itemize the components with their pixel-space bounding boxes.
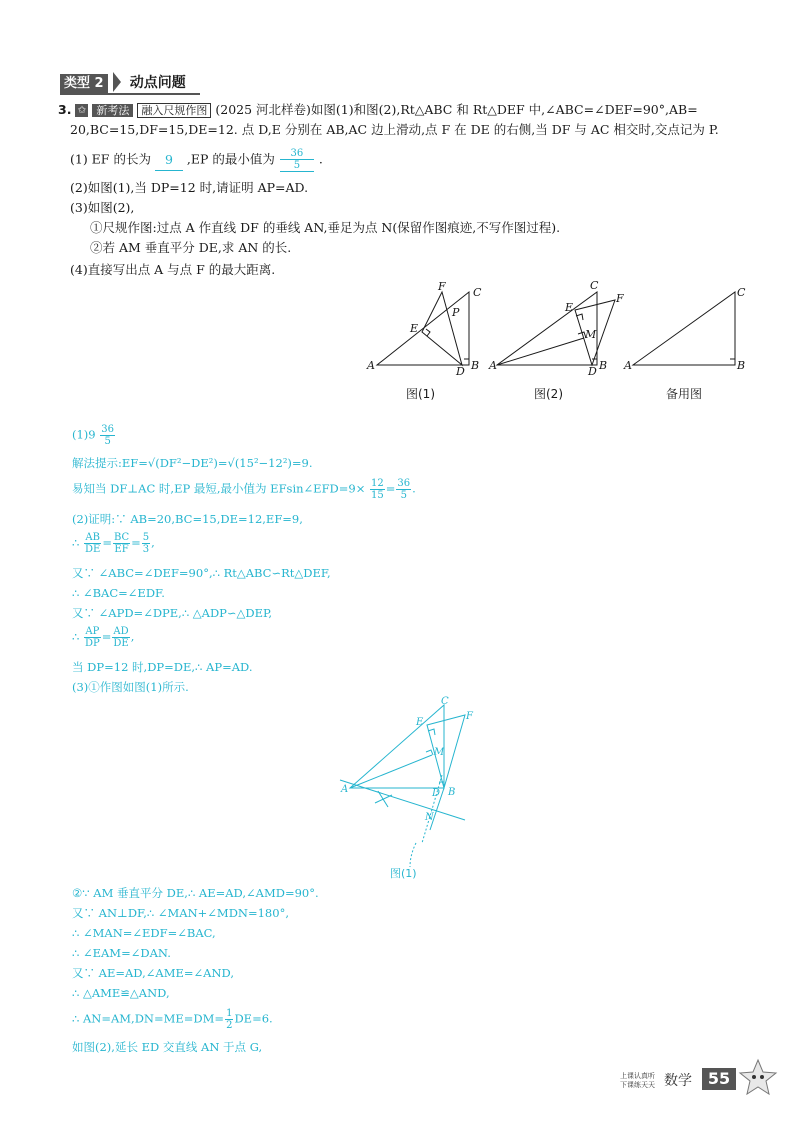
fig2-label-f: F [616, 292, 624, 305]
answer-3-line-8 [72, 1008, 273, 1031]
section-underline [60, 93, 200, 95]
hint-1: 解法提示:EF=√(DF²−DE²)=√(15²−12²)=9. [72, 456, 313, 470]
hint-2-end: . [412, 481, 416, 496]
a3-8-pre: ∴ AN=AM,DN=ME=DM= [72, 1011, 225, 1026]
a2-6-f2-num: AD [113, 626, 129, 637]
fig1-label-c: C [473, 286, 482, 299]
a2-2-f3-den: 3 [142, 544, 150, 555]
sol-label-a: A [341, 784, 349, 795]
fig1-label-p: P [452, 306, 460, 319]
answer-1-text: (1)9 [72, 427, 96, 442]
a2-2-f3-num: 5 [142, 532, 150, 543]
problem-number: 3. [58, 102, 72, 117]
footer-slogan-1: 上课认真听 [620, 1072, 655, 1080]
answer-3-line-7: ∴ △AME≌△AND, [72, 986, 170, 1000]
answer-2-line-2: ∴ $\frac{AB}{DE}$ = $\frac{BC}{EF}$ = $\frac{5}{3}$ , [72, 532, 155, 555]
sol-label-b: B [448, 787, 456, 798]
fig2-label-a: A [489, 359, 497, 372]
star-mascot-icon [736, 1058, 780, 1098]
answer-1-num: 36 [101, 424, 114, 435]
fig3-label-b: B [737, 359, 746, 372]
page-number: 55 [702, 1068, 736, 1090]
q1-blank2-den: 5 [293, 160, 301, 171]
footer-slogan-2: 下课练天天 [620, 1081, 655, 1089]
fig2-label-d: D [588, 365, 597, 378]
a2-2-f2-num: BC [113, 532, 130, 543]
sol-fig-caption: 图(1) [390, 867, 417, 880]
sol-triangle-abc [350, 705, 444, 788]
answer-3-line-9: 如图(2),延长 ED 交直线 AN 于点 G, [72, 1040, 263, 1054]
badge-topic: 融入尺规作图 [137, 103, 211, 118]
fig2-label-m: M [585, 328, 597, 341]
a3-8-num: 1 [226, 1008, 233, 1019]
tag-arrow-icon [113, 72, 121, 92]
fig3-label-c: C [737, 286, 746, 299]
sol-line-an [340, 780, 465, 820]
section-header [60, 72, 186, 94]
footer-subject: 数学 [664, 1073, 692, 1089]
answer-2-line-6: ∴ $\frac{AP}{DP}$ = $\frac{AD}{DE}$ , [72, 626, 135, 649]
question-4: (4)直接写出点 A 与点 F 的最大距离. [70, 262, 276, 277]
a2-6-f2-den: DE [113, 638, 129, 649]
fig1-caption: 图(1) [406, 387, 435, 401]
answer-1-den: 5 [104, 436, 111, 447]
sol-arc-2 [410, 843, 416, 867]
hint-2-f2-den: 5 [400, 490, 407, 501]
q1-text: (1) EF 的长为 [70, 151, 151, 167]
answer-2-line-7: 当 DP=12 时,DP=DE,∴ AP=AD. [72, 660, 253, 674]
fig3-label-a: A [624, 359, 632, 372]
hint-2-text: 易知当 DF⊥AC 时,EP 最短,最小值为 EFsin∠EFD=9× [72, 481, 366, 496]
answer-3-line-2: ②∵ AM 垂直平分 DE,∴ AE=AD,∠AMD=90°. [72, 886, 319, 900]
answer-2-line-5: 又∵ ∠APD=∠DPE,∴ △ADP∽△DEP, [72, 606, 273, 620]
a3-8-end: DE=6. [234, 1011, 273, 1026]
fig1-triangle-abc [377, 292, 469, 365]
fig2-triangle-abc [497, 292, 597, 365]
fig3-caption: 备用图 [666, 387, 703, 401]
sol-right-angle-m [426, 750, 433, 755]
problem-line-1 [58, 100, 698, 121]
a2-6-pre: ∴ [72, 629, 80, 644]
fig2-label-c: C [590, 279, 599, 292]
a2-2-f1-num: AB [85, 532, 100, 543]
sol-label-c: C [441, 696, 449, 707]
fig1-right-angle-e [426, 329, 430, 336]
a2-2-f1-den: DE [84, 544, 101, 555]
sol-label-e: E [416, 717, 424, 728]
sol-label-f: F [466, 711, 473, 722]
answer-3-line-5: ∴ ∠EAM=∠DAN. [72, 946, 171, 960]
star-icon: ✩ [75, 104, 88, 117]
question-2: (2)如图(1),当 DP=12 时,请证明 AP=AD. [70, 180, 309, 195]
a2-2-pre: ∴ [72, 535, 80, 550]
question-3: (3)如图(2), [70, 200, 135, 215]
hint-2-f1-num: 12 [371, 478, 384, 489]
q1-end: . [318, 151, 323, 167]
sol-label-m: M [434, 747, 445, 758]
answer-2-line-1: (2)证明:∵ AB=20,BC=15,DE=12,EF=9, [72, 512, 303, 526]
hint-2-f2-num: 36 [397, 478, 411, 489]
sol-label-n: N [425, 812, 434, 823]
hint-2-f1-den: 15 [371, 490, 384, 501]
sol-arc-mark-2 [375, 795, 392, 803]
fig2-caption: 图(2) [534, 387, 563, 401]
a3-8-den: 2 [226, 1020, 233, 1031]
fig3-right-angle-b [730, 359, 735, 365]
problem-figures [360, 278, 760, 408]
a2-6-f1-den: DP [84, 638, 100, 649]
question-3-1: ①尺规作图:过点 A 作直线 DF 的垂线 AN,垂足为点 N(保留作图痕迹,不写作图过程). [90, 220, 561, 235]
a2-2-f2-den: EF [114, 544, 129, 555]
footer-slogan [620, 1072, 655, 1090]
answer-2-line-4: ∴ ∠BAC=∠EDF. [72, 586, 165, 600]
answer-3-line-4: ∴ ∠MAN=∠EDF=∠BAC, [72, 926, 216, 940]
section-title: 动点问题 [129, 75, 186, 91]
answer-1 [72, 424, 116, 447]
fig1-label-e: E [410, 322, 419, 335]
q1-answer-blank-2 [280, 148, 314, 172]
answer-2-line-3: 又∵ ∠ABC=∠DEF=90°,∴ Rt△ABC∽Rt△DEF, [72, 566, 331, 580]
answer-3-line-1: (3)①作图如图(1)所示. [72, 680, 189, 694]
question-3-2: ②若 AM 垂直平分 DE,求 AN 的长. [90, 240, 292, 255]
fig2-label-b: B [599, 359, 608, 372]
sol-triangle-def [427, 715, 465, 788]
fig3-triangle-abc [633, 292, 735, 365]
badge-new-method: 新考法 [92, 104, 133, 117]
q1-answer-blank-1: 9 [155, 150, 183, 171]
fig1-label-d: D [456, 365, 465, 378]
hint-2-eq: = [385, 481, 396, 496]
q1-mid-text: ,EP 的最小值为 [186, 151, 275, 167]
fig1-label-a: A [367, 359, 375, 372]
a2-6-f1-num: AP [85, 626, 100, 637]
answer-1-frac [100, 424, 115, 447]
answer-3-line-3: 又∵ AN⊥DF,∴ ∠MAN+∠MDN=180°, [72, 906, 289, 920]
fig1-label-f: F [438, 280, 446, 293]
sol-label-d: D [432, 788, 441, 799]
problem-line-2: 20,BC=15,DF=15,DE=12. 点 D,E 分别在 AB,AC 边上滑动,点 F 在 DE 的右侧,当 DF 与 AC 相交时,交点记为 P. [70, 122, 719, 137]
fig1-label-b: B [471, 359, 480, 372]
section-type-tag: 类型 2 [60, 74, 108, 94]
solution-figure [330, 695, 490, 885]
q1-blank2-num: 36 [280, 148, 314, 160]
page-footer [620, 1068, 790, 1102]
answer-3-line-6: 又∵ AE=AD,∠AME=∠AND, [72, 966, 234, 980]
problem-text-1: (2025 河北样卷)如图(1)和图(2),Rt△ABC 和 Rt△DEF 中,∠ABC=∠DEF=90°,AB= [215, 102, 698, 117]
hint-2 [72, 478, 416, 501]
fig2-label-e: E [565, 301, 574, 314]
sol-segment-am [350, 755, 432, 788]
question-1 [70, 148, 323, 172]
fig2-segment-am [497, 338, 584, 365]
